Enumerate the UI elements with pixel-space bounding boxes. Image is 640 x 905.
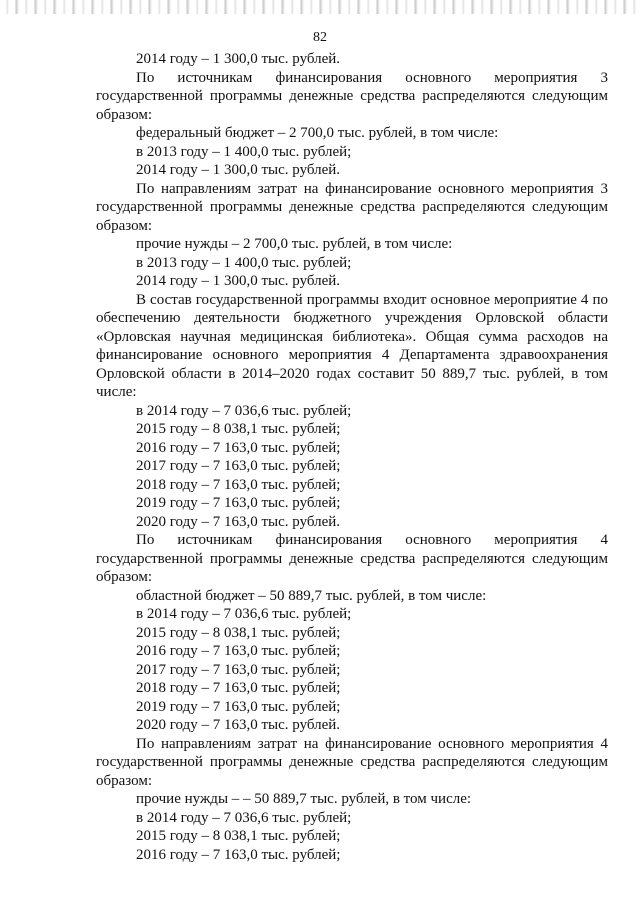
paragraph-sources-measure-3: По источникам финансирования основного мероприятия 3 государственной программы денежные средства распределяются следующим образом: — [96, 69, 608, 123]
line-2014: 2014 году – 1 300,0 тыс. рублей. — [136, 273, 341, 289]
paragraph-directions-measure-4: По направлениям затрат на финансирование основного мероприятия 4 государственной программы денежные средства распределяются следующим образом: — [96, 735, 608, 789]
line-2014: в 2014 году – 7 036,6 тыс. рублей; — [136, 606, 352, 622]
line-2013: в 2013 году – 1 400,0 тыс. рублей; — [136, 254, 352, 271]
scan-noise-strip — [0, 0, 640, 14]
line-2016: 2016 году – 7 163,0 тыс. рублей; — [136, 439, 341, 456]
line-2015: 2015 году – 8 038,1 тыс. рублей; — [136, 624, 341, 641]
line-2019: 2019 году – 7 163,0 тыс. рублей; — [136, 495, 341, 511]
line-2014: в 2014 году – 7 036,6 тыс. рублей; — [136, 402, 352, 419]
line-2020: 2020 году – 7 163,0 тыс. рублей. — [136, 717, 341, 733]
line-2017: 2017 году – 7 163,0 тыс. рублей; — [136, 458, 341, 474]
paragraph-measure-4-intro: В состав государственной программы входит основное мероприятие 4 по обеспечению деятельности бюджетного учреждения Орловской области «Орловская научная медицинская библиотека». Общая сумма расходов на финансирование основного мероприятия 4 Департамента здравоохранения Орловской области в 2014–2020 годах составит 50 889,7 тыс. рублей, в том числе: — [96, 291, 608, 400]
line-2016: 2016 году – 7 163,0 тыс. рублей; — [136, 643, 341, 659]
paragraph-directions-measure-3: По направлениям затрат на финансирование основного мероприятия 3 государственной программы денежные средства распределяются следующим образом: — [96, 180, 608, 234]
line-2016: 2016 году – 7 163,0 тыс. рублей; — [136, 846, 341, 863]
paragraph-sources-measure-4: По источникам финансирования основного мероприятия 4 государственной программы денежные средства распределяются следующим образом: — [96, 532, 608, 585]
line-other-needs: прочие нужды – 2 700,0 тыс. рублей, в том числе: — [136, 236, 453, 252]
line-2015: 2015 году – 8 038,1 тыс. рублей; — [136, 421, 341, 437]
line-other-needs: прочие нужды – – 50 889,7 тыс. рублей, в том числе: — [136, 791, 472, 807]
line-2018: 2018 году – 7 163,0 тыс. рублей; — [136, 680, 341, 696]
line-2014: в 2014 году – 7 036,6 тыс. рублей; — [136, 809, 352, 826]
line-2014: 2014 году – 1 300,0 тыс. рублей. — [136, 162, 341, 178]
document-body — [96, 50, 608, 864]
line-2018: 2018 году – 7 163,0 тыс. рублей; — [136, 476, 341, 493]
line-2014-total: 2014 году – 1 300,0 тыс. рублей. — [136, 51, 341, 67]
line-2020: 2020 году – 7 163,0 тыс. рублей. — [136, 513, 341, 530]
page-number: 82 — [313, 30, 327, 45]
line-2017: 2017 году – 7 163,0 тыс. рублей; — [136, 661, 341, 678]
line-2019: 2019 году – 7 163,0 тыс. рублей; — [136, 698, 341, 715]
line-regional-budget: областной бюджет – 50 889,7 тыс. рублей, в том числе: — [136, 587, 487, 604]
line-2015: 2015 году – 8 038,1 тыс. рублей; — [136, 828, 341, 844]
line-federal-budget: федеральный бюджет – 2 700,0 тыс. рублей, в том числе: — [136, 125, 499, 141]
line-2013: в 2013 году – 1 400,0 тыс. рублей; — [136, 143, 352, 160]
